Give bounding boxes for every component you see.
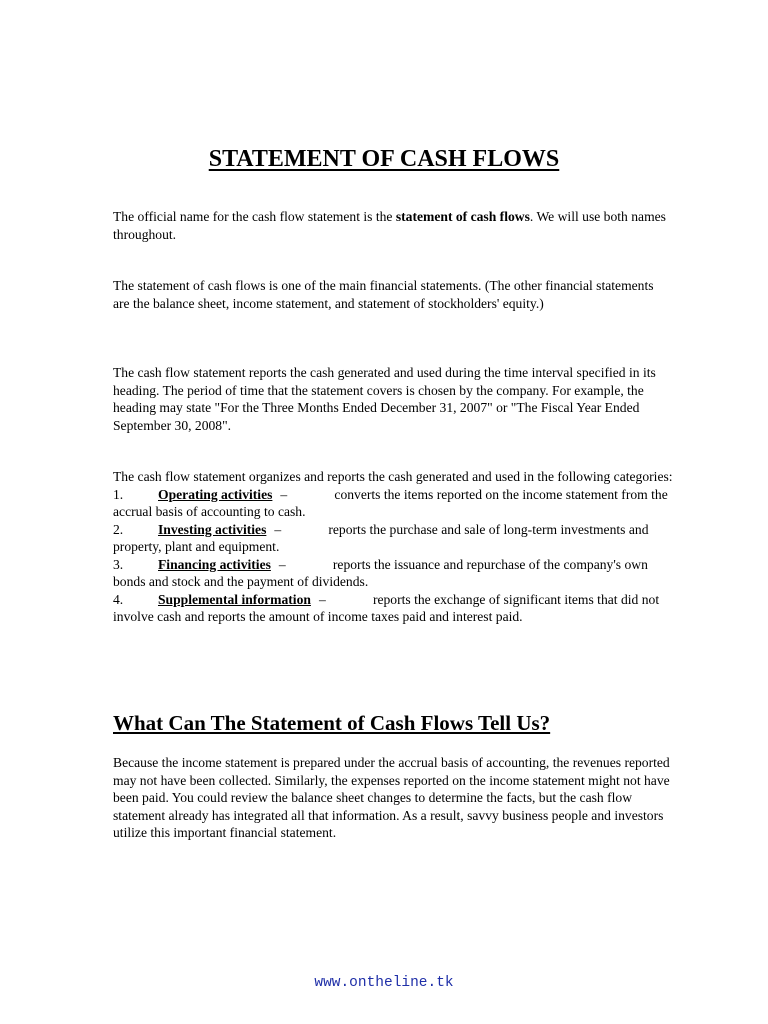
paragraph-what-it-tells: Because the income statement is prepared under the accrual basis of accounting, the revenues reported may not have been collected. Similarly, the expenses reported on the income statement might not have been paid. You could review the balance sheet changes to determine the facts, but the cash flow statement already has integrated all that information. As a result, savvy business people and investors utilize this important financial statement.: [113, 755, 670, 840]
category-item: 4. Supplemental information – reports the exchange of significant items that did not involve cash and reports the amount of income taxes paid and interest paid.: [113, 591, 660, 624]
page-title: STATEMENT OF CASH FLOWS: [208, 146, 560, 172]
footer-link[interactable]: www.ontheline.tk: [314, 975, 454, 991]
category-description: converts the items reported on the income statement from the accrual basis of accounting to cash.: [113, 486, 668, 519]
category-description: reports the exchange of significant items that did not involve cash and reports the amount of income taxes paid and interest paid.: [113, 591, 660, 624]
intro-paragraph: The official name for the cash flow statement is the statement of cash flows. We will use both names throughout.: [113, 209, 666, 242]
category-description: reports the purchase and sale of long-term investments and property, plant and equipment.: [113, 521, 649, 554]
categories-intro: The cash flow statement organizes and reports the cash generated and used in the following categories:: [113, 469, 673, 484]
category-item: 3. Financing activities – reports the issuance and repurchase of the company's own bonds and stock and the payment of dividends.: [113, 556, 648, 589]
paragraph-main-statements: The statement of cash flows is one of the main financial statements. (The other financial statements are the balance sheet, income statement, and statement of stockholders' equity.): [113, 278, 654, 311]
category-item: 1. Operating activities – converts the items reported on the income statement from the accrual basis of accounting to cash.: [113, 486, 668, 519]
category-description: reports the issuance and repurchase of the company's own bonds and stock and the payment of dividends.: [113, 556, 648, 589]
categories-section: [113, 468, 673, 626]
category-item: 2. Investing activities – reports the purchase and sale of long-term investments and property, plant and equipment.: [113, 521, 649, 554]
category-name: Financing activities: [158, 556, 271, 572]
category-name: Operating activities: [158, 486, 273, 502]
category-name: Supplemental information: [158, 591, 311, 607]
paragraph-time-interval: The cash flow statement reports the cash generated and used during the time interval specified in its heading. The period of time that the statement covers is chosen by the company. For example, the heading may state "For the Three Months Ended December 31, 2007" or "The Fiscal Year Ended September 30, 2008".: [113, 365, 656, 433]
section-heading: What Can The Statement of Cash Flows Tell Us?: [113, 711, 551, 735]
category-name: Investing activities: [158, 521, 267, 537]
